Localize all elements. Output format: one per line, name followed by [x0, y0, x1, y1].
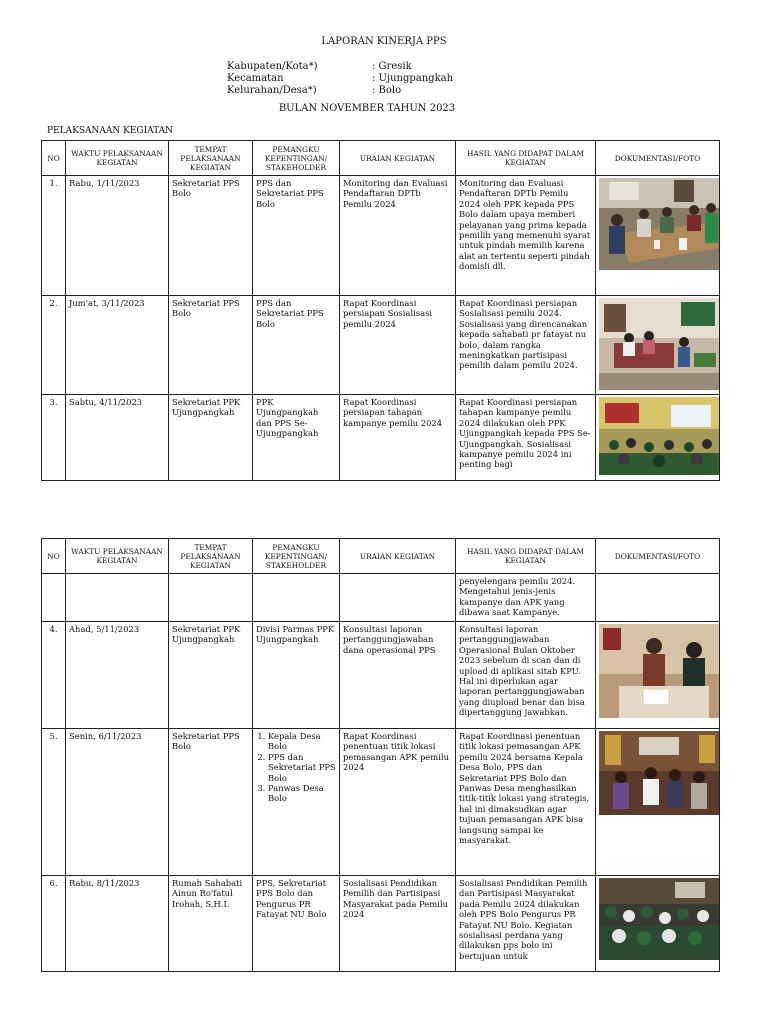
activity-description: Monitoring dan Evaluasi Pendaftaran DPTb Pemilu 2024 — [340, 176, 456, 296]
meeting-photo — [599, 178, 720, 270]
list-item: 1. Kepala Desa Bolo — [268, 731, 336, 752]
col-header-time: WAKTU PELAKSANAAN KEGIATAN — [66, 539, 169, 574]
table-row — [42, 622, 720, 729]
activity-photo-cell — [596, 296, 720, 395]
row-number: 6. — [42, 876, 66, 972]
row-number: 5. — [42, 729, 66, 876]
activity-table-page-2 — [41, 538, 720, 972]
activity-stakeholder: Divisi Parmas PPK Ujungpangkah — [253, 622, 340, 729]
report-title: LAPORAN KINERJA PPS — [321, 36, 447, 47]
col-header-documentation: DOKUMENTASI/FOTO — [596, 141, 720, 176]
list-item: 2. PPS dan Sekretariat PPS Bolo — [268, 752, 336, 783]
activity-description — [340, 574, 456, 622]
section-heading: PELAKSANAAN KEGIATAN — [47, 126, 174, 136]
activity-photo-cell — [596, 876, 720, 972]
activity-result: penyelengara pemilu 2024. Mengetahui jenis-jenis kampanye dan APK yang dibawa saat Kampanye. — [456, 574, 596, 622]
activity-photo-cell — [596, 395, 720, 481]
col-header-place: TEMPAT PELAKSANAAN KEGIATAN — [169, 539, 253, 574]
activity-place: Sekretariat PPK Ujungpangkah — [169, 622, 253, 729]
activity-description: Sosialisasi Pendidikan Pemilih dan Partisipasi Masyarakat pada Pemilu 2024 — [340, 876, 456, 972]
list-item: 3. Panwas Desa Bolo — [268, 783, 336, 804]
col-header-stakeholder: PEMANGKU KEPENTINGAN/ STAKEHOLDER — [253, 539, 340, 574]
col-header-time: WAKTU PELAKSANAAN KEGIATAN — [66, 141, 169, 176]
row-number: 1. — [42, 176, 66, 296]
activity-stakeholder: PPS, Sekretariat PPS Bolo dan Pengurus PR Fatayat NU Bolo — [253, 876, 340, 972]
activity-result: Rapat Koordinasi persiapan tahapan kampanye pemilu 2024 dilakukan oleh PPK Ujungpangkah kepada PPS Se-Ujungpangkah. Sosialisasi kampanye pemilu 2024 ini penting bagi — [456, 395, 596, 481]
activity-table-page-1 — [41, 140, 720, 481]
col-header-place: TEMPAT PELAKSANAAN KEGIATAN — [169, 141, 253, 176]
table-row — [42, 574, 720, 622]
activity-place: Sekretariat PPS Bolo — [169, 296, 253, 395]
table-row — [42, 176, 720, 296]
district-value: : Ujungpangkah — [372, 73, 454, 84]
activity-photo-cell — [596, 176, 720, 296]
activity-stakeholder — [253, 574, 340, 622]
col-header-documentation: DOKUMENTASI/FOTO — [596, 539, 720, 574]
activity-description: Rapat Koordinasi persiapan tahapan kampanye pemilu 2024 — [340, 395, 456, 481]
regency-label: Kabupaten/Kota*) — [227, 61, 318, 72]
activity-place — [169, 574, 253, 622]
activity-stakeholder: PPS dan Sekretariat PPS Bolo — [253, 296, 340, 395]
table-row — [42, 876, 720, 972]
activity-result: Rapat Koordinasi penentuan titik lokasi pemasangan APK pemilu 2024 bersama Kepala Desa Bolo, PPS dan Sekretariat PPS Bolo dan Panwas Desa menghasilkan titik-titik lokasi yang strategis, hal ini dimaksudkan agar tujuan pemasangan APK bisa langsung sampai ke masyarakat. — [456, 729, 596, 876]
table-header-row — [42, 141, 720, 176]
row-number — [42, 574, 66, 622]
activity-time: Ahad, 5/11/2023 — [66, 622, 169, 729]
activity-result: Konsultasi laporan pertanggungjawaban Operasional Bulan Oktober 2023 sebelum di scan dan di upload di aplikasi sitab KPU. Hal ini diperlukan agar laporan pertanggungjawaban yang diupload benar dan bisa dipertanggung jawabkan. — [456, 622, 596, 729]
report-period: BULAN NOVEMBER TAHUN 2023 — [278, 103, 456, 114]
activity-time: Senin, 6/11/2023 — [66, 729, 169, 876]
col-header-no: NO — [42, 539, 66, 574]
row-number: 2. — [42, 296, 66, 395]
activity-result: Monitoring dan Evaluasi Pendaftaran DPTb Pemilu 2024 oleh PPK kepada PPS Bolo dalam upaya memberi pelayanan yang prima kepada pemilih yang memenuhi syarat untuk pindah memilih karena alat an tertentu seperti pindah domisli dll. — [456, 176, 596, 296]
activity-description: Rapat Koordinasi penentuan titik lokasi pemasangan APK pemilu 2024 — [340, 729, 456, 876]
activity-place: Sekretariat PPK Ujungpangkah — [169, 395, 253, 481]
activity-result: Rapat Koordinasi persiapan Sosialisasi pemilu 2024. Sosialisasi yang direncanakan kepada sahabati pr fatayat nu bolo, dalam rangka meningkatkan partisipasi pemilih dalam pemilu 2024. — [456, 296, 596, 395]
table-row — [42, 395, 720, 481]
activity-time: Sabtu, 4/11/2023 — [66, 395, 169, 481]
activity-photo-cell — [596, 622, 720, 729]
activity-photo-cell — [596, 729, 720, 876]
village-label: Kelurahan/Desa*) — [227, 85, 317, 96]
col-header-no: NO — [42, 141, 66, 176]
activity-description: Konsultasi laporan pertanggungjawaban dana operasional PPS — [340, 622, 456, 729]
table-row — [42, 729, 720, 876]
district-label: Kecamatan — [227, 73, 284, 84]
activity-time — [66, 574, 169, 622]
location-info — [227, 61, 453, 97]
meeting-photo — [599, 731, 720, 815]
activity-place: Sekretariat PPS Bolo — [169, 176, 253, 296]
regency-value: : Gresik — [372, 61, 412, 72]
col-header-description: URAIAN KEGIATAN — [340, 539, 456, 574]
col-header-result: HASIL YANG DIDAPAT DALAM KEGIATAN — [456, 539, 596, 574]
row-number: 3. — [42, 395, 66, 481]
socialization-photo — [599, 878, 720, 960]
activity-place: Sekretariat PPS Bolo — [169, 729, 253, 876]
activity-stakeholder: PPK Ujungpangkah dan PPS Se-Ujungpangkah — [253, 395, 340, 481]
meeting-photo — [599, 397, 720, 475]
activity-photo-cell — [596, 574, 720, 622]
meeting-photo — [599, 298, 720, 390]
col-header-description: URAIAN KEGIATAN — [340, 141, 456, 176]
table-row — [42, 296, 720, 395]
village-value: : Bolo — [372, 85, 402, 96]
activity-place: Rumah Sahabati Ainun Ro'fatul Irohah, S.H.I. — [169, 876, 253, 972]
stakeholder-list — [256, 731, 336, 804]
activity-time: Jum'at, 3/11/2023 — [66, 296, 169, 395]
table-header-row — [42, 539, 720, 574]
col-header-result: HASIL YANG DIDAPAT DALAM KEGIATAN — [456, 141, 596, 176]
activity-description: Rapat Koordinasi persiapan Sosialisasi pemilu 2024 — [340, 296, 456, 395]
row-number: 4. — [42, 622, 66, 729]
col-header-stakeholder: PEMANGKU KEPENTINGAN/ STAKEHOLDER — [253, 141, 340, 176]
consultation-photo — [599, 624, 720, 718]
activity-stakeholder-list-cell — [253, 729, 340, 876]
activity-time: Rabu, 1/11/2023 — [66, 176, 169, 296]
activity-stakeholder: PPS dan Sekretariat PPS Bolo — [253, 176, 340, 296]
activity-result: Sosialisasi Pendidikan Pemilih dan Partisipasi Masyarakat pada Pemilu 2024 dilakukan oleh PPS Bolo Pengurus PR Fatayat NU Bolo. Kegiatan sosialisasi perdana yang dilakukan pps bolo ini bertujuan untuk — [456, 876, 596, 972]
activity-time: Rabu, 8/11/2023 — [66, 876, 169, 972]
